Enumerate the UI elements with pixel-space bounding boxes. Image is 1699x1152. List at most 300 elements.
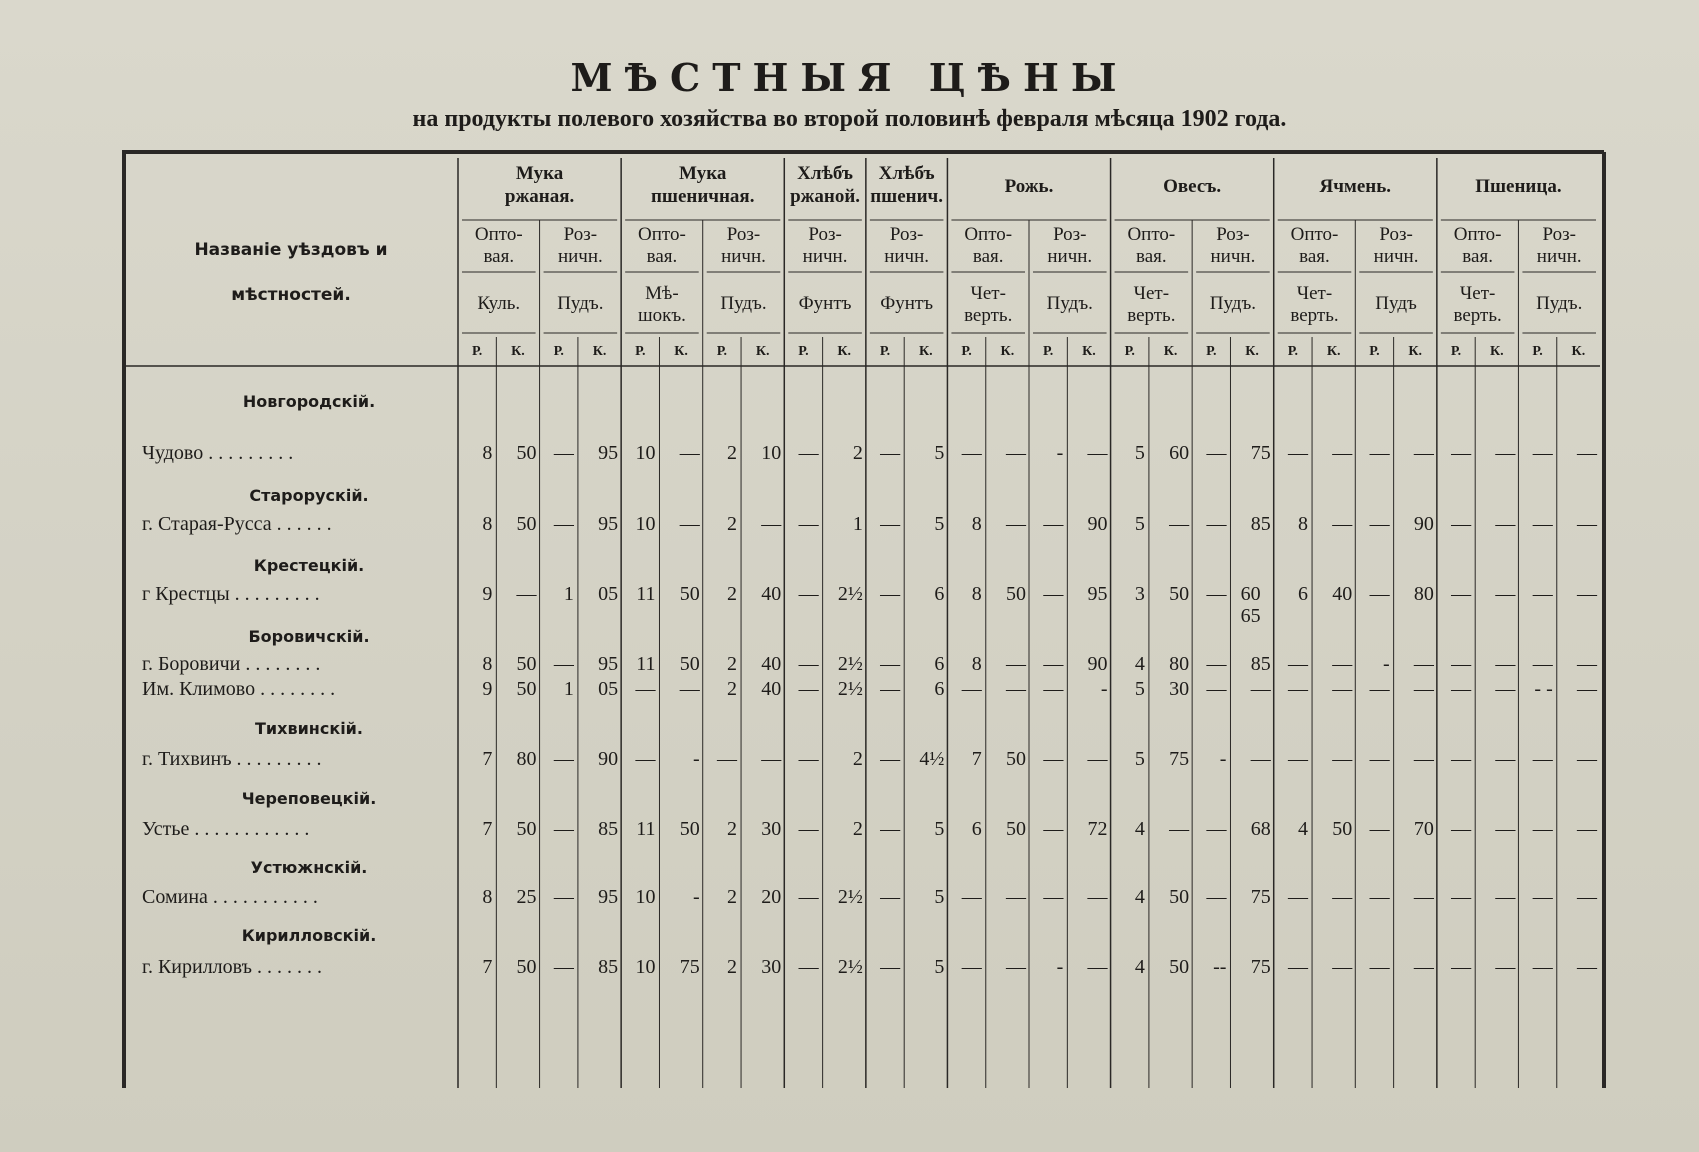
price-kop: - xyxy=(1100,678,1108,700)
kop-header: К. xyxy=(1571,344,1586,359)
column-unit-header: Пудъ. xyxy=(720,293,767,314)
price-kop: — xyxy=(1413,678,1434,700)
price-kop: — xyxy=(1576,513,1597,535)
price-kop: — xyxy=(1495,653,1516,675)
price-kop: 50 xyxy=(1169,583,1190,605)
price-rub: — xyxy=(1532,956,1553,978)
price-kop: — xyxy=(1005,513,1026,535)
place-name: Устье . . . . . . . . . . . . xyxy=(142,818,310,840)
price-kop: — xyxy=(679,513,700,535)
price-kop: — xyxy=(1332,748,1353,770)
price-rub: 6 xyxy=(971,818,982,840)
kop-header: К. xyxy=(1082,344,1096,359)
price-kop: 05 xyxy=(598,583,619,605)
column-unit-header: Пудъ xyxy=(1375,293,1417,314)
price-rub: 4 xyxy=(1134,956,1145,978)
price-rub: — xyxy=(1043,748,1064,770)
rub-header: Р. xyxy=(1450,344,1462,359)
price-kop: 70 xyxy=(1413,818,1434,840)
price-kop: 50 xyxy=(1332,818,1353,840)
kop-header: К. xyxy=(511,344,525,359)
price-kop: 5 xyxy=(934,886,945,908)
price-kop: — xyxy=(1576,678,1597,700)
price-kop: — xyxy=(1576,583,1597,605)
kop-header: К. xyxy=(1408,344,1423,359)
price-kop: 85 xyxy=(1250,653,1271,675)
price-rub: 8 xyxy=(971,653,982,675)
price-kop: 85 xyxy=(1250,513,1271,535)
group-header: Ячмень. xyxy=(1319,176,1392,197)
price-rub: — xyxy=(880,442,901,464)
column-unit-header: Чет- верть. xyxy=(1453,283,1502,326)
price-kop: 2½ xyxy=(837,886,863,908)
price-rub: 10 xyxy=(635,513,656,535)
price-rub: - xyxy=(1219,748,1227,770)
rub-header: Р. xyxy=(961,344,972,359)
price-rub: 11 xyxy=(636,653,656,675)
price-kop: 60 xyxy=(1169,442,1190,464)
column-unit-header: Пудъ. xyxy=(1209,293,1257,314)
price-kop: — xyxy=(516,583,537,605)
price-kop: 5 xyxy=(934,956,945,978)
kop-header: К. xyxy=(1245,344,1259,359)
price-rub: — xyxy=(635,748,656,770)
price-kop: 75 xyxy=(1250,956,1271,978)
price-kop: 6 xyxy=(934,583,945,605)
price-rub: — xyxy=(798,956,819,978)
price-rub: — xyxy=(1043,653,1064,675)
price-rub: — xyxy=(961,886,982,908)
price-kop: 6 xyxy=(934,653,945,675)
price-kop: — xyxy=(1332,513,1353,535)
price-rub: 5 xyxy=(1134,513,1145,535)
column-unit-header: Пудъ. xyxy=(1536,293,1583,314)
group-header: Пшеница. xyxy=(1475,176,1562,197)
price-kop: — xyxy=(679,442,700,464)
price-rub: — xyxy=(1451,956,1472,978)
price-kop: 95 xyxy=(598,513,619,535)
price-rub: — xyxy=(880,653,901,675)
price-kop: 5 xyxy=(934,513,945,535)
price-rub: 2 xyxy=(727,886,738,908)
price-rub: 4 xyxy=(1134,653,1145,675)
price-kop: 30 xyxy=(761,956,782,978)
price-kop: 5 xyxy=(934,442,945,464)
price-rub: — xyxy=(1288,748,1309,770)
price-rub: — xyxy=(553,442,574,464)
price-rub: — xyxy=(1206,818,1227,840)
price-rub: 10 xyxy=(635,956,656,978)
price-kop: 90 xyxy=(1413,513,1434,535)
column-unit-header: Куль. xyxy=(477,293,521,314)
column-type-header: Роз- ничн. xyxy=(557,224,603,267)
kop-header: К. xyxy=(837,344,852,359)
price-kop: 50 xyxy=(1005,583,1026,605)
column-unit-header: Пудъ. xyxy=(1046,293,1093,314)
rub-header: Р. xyxy=(1124,344,1135,359)
price-rub: 11 xyxy=(636,818,656,840)
price-kop: 60 65 xyxy=(1240,583,1261,627)
rub-header: Р. xyxy=(1532,344,1543,359)
price-kop: 85 xyxy=(598,818,619,840)
price-rub: 6 xyxy=(1298,583,1309,605)
price-rub: — xyxy=(553,886,574,908)
rub-header: Р. xyxy=(1369,344,1380,359)
price-rub: — xyxy=(1532,653,1553,675)
kop-header: К. xyxy=(1163,344,1178,359)
price-rub: — xyxy=(1288,442,1309,464)
price-rub: — xyxy=(1369,583,1390,605)
price-kop: — xyxy=(1576,886,1597,908)
price-rub: 3 xyxy=(1134,583,1145,605)
price-kop: — xyxy=(1576,442,1597,464)
price-rub: 8 xyxy=(971,513,982,535)
price-rub: — xyxy=(880,956,901,978)
district-name: Старорускій. xyxy=(249,486,369,505)
price-rub: 1 xyxy=(563,678,574,700)
price-rub: — xyxy=(880,818,901,840)
price-rub: — xyxy=(880,678,901,700)
price-rub: — xyxy=(1451,583,1472,605)
price-rub: — xyxy=(798,653,819,675)
column-type-header: Опто- вая. xyxy=(1290,224,1339,267)
district-name: Крестецкій. xyxy=(253,556,365,575)
price-rub: - - xyxy=(1534,678,1553,700)
place-name: г. Боровичи . . . . . . . . xyxy=(142,653,321,675)
price-rub: 2 xyxy=(727,818,738,840)
price-kop: 50 xyxy=(516,956,537,978)
price-rub: 7 xyxy=(971,748,982,770)
price-rub: — xyxy=(798,678,819,700)
price-kop: — xyxy=(1332,886,1353,908)
price-kop: — xyxy=(1005,653,1026,675)
price-rub: - xyxy=(1056,956,1064,978)
column-type-header: Опто- вая. xyxy=(1453,224,1502,267)
price-rub: — xyxy=(553,653,574,675)
price-kop: — xyxy=(1495,442,1516,464)
price-kop: 40 xyxy=(1332,583,1353,605)
price-rub: 1 xyxy=(563,583,574,605)
column-type-header: Роз- ничн. xyxy=(802,224,848,267)
price-kop: 25 xyxy=(516,886,537,908)
price-kop: 2 xyxy=(852,818,863,840)
kop-header: К. xyxy=(1000,344,1015,359)
price-rub: — xyxy=(880,513,901,535)
column-type-header: Роз- ничн. xyxy=(1210,224,1256,267)
page-title: МѢСТНЫЯ ЦѢНЫ xyxy=(570,55,1129,100)
price-rub: — xyxy=(1369,748,1390,770)
price-rub: — xyxy=(635,678,656,700)
price-rub: 9 xyxy=(482,678,493,700)
price-rub: 8 xyxy=(482,886,493,908)
price-kop: — xyxy=(761,513,782,535)
price-kop: 2½ xyxy=(837,583,863,605)
price-kop: 20 xyxy=(761,886,782,908)
price-rub: — xyxy=(798,886,819,908)
price-rub: — xyxy=(1369,956,1390,978)
price-kop: 50 xyxy=(1169,956,1190,978)
price-rub: — xyxy=(1043,583,1064,605)
price-kop: — xyxy=(679,678,700,700)
price-kop: 75 xyxy=(1250,442,1271,464)
rub-header: Р. xyxy=(1206,344,1217,359)
price-rub: 9 xyxy=(482,583,493,605)
price-rub: 4 xyxy=(1134,886,1145,908)
price-kop: 40 xyxy=(761,583,782,605)
price-rub: — xyxy=(1206,678,1227,700)
price-rub: — xyxy=(1451,442,1472,464)
price-rub: 8 xyxy=(971,583,982,605)
group-header: Овесъ. xyxy=(1163,176,1222,197)
rub-header: Р. xyxy=(553,344,564,359)
price-kop: 50 xyxy=(516,513,537,535)
price-rub: — xyxy=(717,748,738,770)
price-kop: 80 xyxy=(1413,583,1434,605)
price-rub: — xyxy=(1532,886,1553,908)
group-header: Рожь. xyxy=(1004,176,1054,197)
price-rub: — xyxy=(1532,513,1553,535)
price-rub: 4 xyxy=(1134,818,1145,840)
column-type-header: Опто- вая. xyxy=(474,224,523,267)
column-type-header: Роз- ничн. xyxy=(1373,224,1419,267)
rub-header: Р. xyxy=(716,344,728,359)
price-kop: 30 xyxy=(761,818,782,840)
price-rub: 2 xyxy=(727,513,738,535)
price-kop: 50 xyxy=(516,442,537,464)
price-kop: 2½ xyxy=(837,678,863,700)
price-rub: 5 xyxy=(1134,678,1145,700)
price-rub: — xyxy=(1451,513,1472,535)
price-kop: — xyxy=(1005,678,1026,700)
kop-header: К. xyxy=(755,344,770,359)
kop-header: К. xyxy=(592,344,607,359)
price-kop: 2½ xyxy=(837,956,863,978)
place-name: г. Старая-Русса . . . . . . xyxy=(142,513,332,535)
price-kop: — xyxy=(1332,956,1353,978)
price-rub: 5 xyxy=(1134,748,1145,770)
price-rub: — xyxy=(961,442,982,464)
column-type-header: Опто- вая. xyxy=(1127,224,1176,267)
rub-header: Р. xyxy=(879,344,891,359)
price-kop: 85 xyxy=(598,956,619,978)
price-rub: — xyxy=(1532,748,1553,770)
price-kop: 75 xyxy=(679,956,700,978)
price-rub: — xyxy=(961,678,982,700)
price-kop: 50 xyxy=(516,653,537,675)
price-rub: — xyxy=(880,886,901,908)
price-rub: — xyxy=(1369,442,1390,464)
price-kop: — xyxy=(1495,583,1516,605)
price-kop: — xyxy=(1413,956,1434,978)
price-kop: — xyxy=(1005,956,1026,978)
price-rub: — xyxy=(798,513,819,535)
district-name: Устюжнскій. xyxy=(250,858,368,877)
price-rub: — xyxy=(553,748,574,770)
price-kop: 05 xyxy=(598,678,619,700)
price-rub: — xyxy=(1451,748,1472,770)
group-header: Мука ржаная. xyxy=(504,163,575,207)
price-kop: - xyxy=(693,886,700,908)
column-type-header: Роз- ничн. xyxy=(1536,224,1582,267)
price-kop: 50 xyxy=(1169,886,1190,908)
price-rub: — xyxy=(798,583,819,605)
price-kop: 75 xyxy=(1250,886,1271,908)
price-kop: 50 xyxy=(1005,818,1026,840)
price-kop: 80 xyxy=(1169,653,1190,675)
price-kop: — xyxy=(1495,678,1516,700)
rub-header: Р. xyxy=(472,344,483,359)
column-type-header: Роз- ничн. xyxy=(884,224,930,267)
price-kop: — xyxy=(1332,678,1353,700)
price-kop: 5 xyxy=(934,818,945,840)
price-rub: — xyxy=(1369,678,1390,700)
price-rub: 8 xyxy=(482,513,493,535)
price-rub: 10 xyxy=(635,442,656,464)
price-kop: 80 xyxy=(516,748,537,770)
price-rub: 5 xyxy=(1134,442,1145,464)
price-rub: 11 xyxy=(636,583,656,605)
column-unit-header: Чет- верть. xyxy=(1127,283,1176,326)
price-rub: — xyxy=(1206,583,1227,605)
district-name: Череповецкій. xyxy=(241,789,377,808)
column-unit-header: Чет- верть. xyxy=(964,283,1013,326)
price-kop: 2 xyxy=(852,442,863,464)
price-rub: 2 xyxy=(727,583,738,605)
price-kop: 2 xyxy=(852,748,863,770)
price-rub: 7 xyxy=(482,748,493,770)
price-kop: — xyxy=(1495,818,1516,840)
price-kop: 50 xyxy=(1005,748,1026,770)
price-kop: — xyxy=(1332,442,1353,464)
price-kop: 30 xyxy=(1169,678,1190,700)
price-kop: 50 xyxy=(679,818,700,840)
price-kop: — xyxy=(1332,653,1353,675)
price-kop: — xyxy=(1087,748,1108,770)
name-column-header: Названіе уѣздовъ и мѣстностей. xyxy=(194,240,388,305)
price-rub: — xyxy=(1369,818,1390,840)
rub-header: Р. xyxy=(1043,344,1054,359)
price-kop: 95 xyxy=(598,442,619,464)
price-kop: 1 xyxy=(852,513,863,535)
price-rub: — xyxy=(798,442,819,464)
district-name: Новгородскій. xyxy=(242,392,376,411)
district-name: Кирилловскій. xyxy=(241,926,377,945)
price-kop: — xyxy=(1576,653,1597,675)
place-name: Им. Климово . . . . . . . . xyxy=(142,678,336,700)
place-name: г. Тихвинъ . . . . . . . . . xyxy=(142,748,322,770)
price-rub: — xyxy=(1451,678,1472,700)
price-rub: — xyxy=(961,956,982,978)
price-kop: 50 xyxy=(516,818,537,840)
price-kop: 75 xyxy=(1169,748,1190,770)
price-rub: — xyxy=(1532,442,1553,464)
price-kop: 72 xyxy=(1087,818,1108,840)
kop-header: К. xyxy=(674,344,688,359)
place-name: г Крестцы . . . . . . . . . xyxy=(142,583,320,605)
price-rub: — xyxy=(1288,653,1309,675)
price-kop: 90 xyxy=(598,748,619,770)
price-kop: 50 xyxy=(516,678,537,700)
price-rub: — xyxy=(1043,886,1064,908)
price-kop: — xyxy=(1495,956,1516,978)
price-rub: -- xyxy=(1213,956,1227,978)
price-kop: 6 xyxy=(934,678,945,700)
place-name: г. Кирилловъ . . . . . . . xyxy=(142,956,322,978)
place-name: Сомина . . . . . . . . . . . xyxy=(142,886,318,908)
price-rub: — xyxy=(1532,583,1553,605)
price-kop: — xyxy=(1576,748,1597,770)
price-rub: — xyxy=(1288,956,1309,978)
place-name: Чудово . . . . . . . . . xyxy=(142,442,294,464)
rub-header: Р. xyxy=(1287,344,1299,359)
price-kop: — xyxy=(1413,442,1434,464)
price-kop: - xyxy=(693,748,700,770)
price-rub: — xyxy=(1288,678,1309,700)
price-kop: 95 xyxy=(598,886,619,908)
price-kop: — xyxy=(1495,748,1516,770)
price-kop: — xyxy=(1413,653,1434,675)
price-kop: — xyxy=(1005,442,1026,464)
price-kop: 4½ xyxy=(919,748,945,770)
price-rub: — xyxy=(1369,886,1390,908)
price-kop: — xyxy=(1169,513,1190,535)
column-unit-header: Мѣ- шокъ. xyxy=(637,283,686,326)
price-rub: — xyxy=(553,956,574,978)
price-kop: 2½ xyxy=(837,653,863,675)
price-rub: 2 xyxy=(727,956,738,978)
price-rub: — xyxy=(880,583,901,605)
price-rub: 2 xyxy=(727,442,738,464)
kop-header: К. xyxy=(918,344,933,359)
price-kop: — xyxy=(1087,956,1108,978)
price-kop: 95 xyxy=(1087,583,1108,605)
price-kop: — xyxy=(1576,956,1597,978)
price-rub: 2 xyxy=(727,678,738,700)
price-rub: 7 xyxy=(482,818,493,840)
price-rub: — xyxy=(880,748,901,770)
column-type-header: Роз- ничн. xyxy=(721,224,766,267)
price-kop: 90 xyxy=(1087,513,1108,535)
price-rub: 10 xyxy=(635,886,656,908)
group-header: Мука пшеничная. xyxy=(650,163,755,207)
price-rub: - xyxy=(1056,442,1064,464)
price-kop: — xyxy=(1495,513,1516,535)
column-unit-header: Фунтъ xyxy=(798,293,852,314)
price-kop: — xyxy=(1250,748,1271,770)
group-header: Хлѣбъ ржаной. xyxy=(790,163,861,207)
district-name: Боровичскій. xyxy=(248,627,370,646)
rub-header: Р. xyxy=(798,344,809,359)
price-kop: — xyxy=(1005,886,1026,908)
column-unit-header: Пудъ. xyxy=(557,293,604,314)
price-rub: 8 xyxy=(482,442,493,464)
price-rub: — xyxy=(1369,513,1390,535)
price-kop: 40 xyxy=(761,653,782,675)
price-rub: 8 xyxy=(1298,513,1309,535)
price-rub: — xyxy=(1451,653,1472,675)
price-kop: 40 xyxy=(761,678,782,700)
price-kop: 68 xyxy=(1250,818,1271,840)
price-kop: — xyxy=(1413,748,1434,770)
district-name: Тихвинскій. xyxy=(255,719,363,738)
price-kop: 50 xyxy=(679,653,700,675)
column-unit-header: Фунтъ xyxy=(880,293,934,314)
price-rub: — xyxy=(553,818,574,840)
kop-header: К. xyxy=(1326,344,1341,359)
price-rub: 8 xyxy=(482,653,493,675)
price-rub: - xyxy=(1382,653,1390,675)
price-kop: 50 xyxy=(679,583,700,605)
